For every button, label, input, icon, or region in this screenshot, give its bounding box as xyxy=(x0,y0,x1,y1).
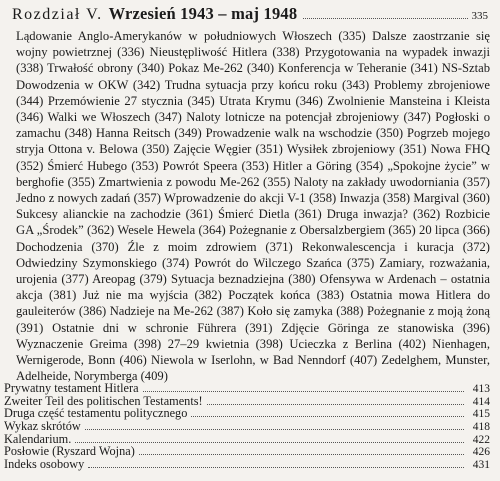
chapter-section xyxy=(12,4,488,384)
chapter-synopsis: Lądowanie Anglo-Amerykanów w południowych Włoszech (335) Dalsze zaostrzanie się wojny powietrznej (336) Nieustępliwość Hitlera (338) Przygotowania na wypadek inwazji (338) Trwałość obrony (340) Pokaz Me-262 (340) Konferencja w Teheranie (341) NS-Sztab Dowodzenia w OKW (342) Trudna sytuacja przy końcu roku (343) Problemy zbrojeniowe (344) Przemówienie 27 stycznia (345) Utrata Krymu (346) Zwolnienie Mansteina i Kleista (346) Walki we Włoszech (347) Naloty lotnicze na potencjał zbrojeniowy (347) Pogłoski o zamachu (348) Hanna Reitsch (349) Prowadzenie walk na wschodzie (350) Pogrzeb mojego stryja Ottona v. Belowa (350) Zajęcie Węgier (351) Wysiłek zbrojeniowy (351) Nowa FHQ (352) Śmierć Hubego (353) Powrót Speera (353) Hitler a Göring (354) „Spokojne życie” w berghofie (355) Zmartwienia z powodu Me-262 (355) Naloty na zakłady uwodorniania (357) Jedno z nowych zadań (357) Wprowadzenie do akcji V-1 (358) Inwazja (358) Margival (360) Sukcesy alianckie na zachodzie (361) Śmierć Dietla (361) Druga inwazja? (362) Rozbicie GA „Środek” (362) Wesele Hewela (364) Pożegnanie z Obersalzbergiem (365) 20 lipca (366) Dochodzenia (370) Źle z moim zdrowiem (371) Rekonwalescencja i kuracja (372) Odwiedziny Szymonskiego (374) Powrót do Wilczego Szańca (375) Zamiary, rozważania, urojenia (377) Areopag (379) Sytuacja beznadziejna (380) Ofensywa w Ardenach – ostatnia akcja (381) Już nie ma wyjścia (382) Początek końca (383) Ostatnia mowa Hitlera do gauleiterów (386) Nadzieje na Me-262 (387) Koło się zamyka (388) Pożegnanie z moją żoną (391) Ostatnie dni w schronie Führera (391) Zdjęcie Göringa ze stanowiska (396) Wyznaczenie Greima (398) 27–29 kwietnia (398) Ucieczka z Berlina (402) Nienhagen, Wernigerode, Bonn (406) Niewola w Iserlohn, w Bad Nenndorf (407) Zedelghem, Munster, Adelheide, Norymberga (409) xyxy=(16,29,490,384)
toc-entry-title: Wykaz skrótów xyxy=(4,419,81,434)
toc-entry xyxy=(4,458,490,471)
toc-entry-page: 414 xyxy=(472,395,490,408)
dot-leader xyxy=(191,416,464,417)
toc-entry xyxy=(4,420,490,433)
toc-entry-title: Posłowie (Ryszard Wojna) xyxy=(4,444,135,459)
toc-entry-page: 431 xyxy=(472,459,490,472)
toc-entry-page: 426 xyxy=(472,446,490,459)
dot-leader xyxy=(75,442,464,443)
toc-entry-page: 413 xyxy=(472,383,490,395)
toc-entry-page: 415 xyxy=(472,408,490,421)
toc-list xyxy=(4,382,490,471)
chapter-page-number: 335 xyxy=(471,10,488,22)
chapter-title: Wrzesień 1943 – maj 1948 xyxy=(108,4,298,23)
toc-entry-title: Prywatny testament Hitlera xyxy=(4,381,139,395)
chapter-label: Rozdział V. xyxy=(12,6,103,23)
dot-leader xyxy=(139,454,464,455)
toc-entry-title: Druga część testamentu politycznego xyxy=(4,406,188,421)
toc-entry-title: Zweiter Teil des politischen Testaments! xyxy=(4,393,203,408)
dot-leader xyxy=(85,429,464,430)
toc-entry-page: 422 xyxy=(472,433,490,446)
dot-leader xyxy=(143,391,464,392)
toc-entry xyxy=(4,382,490,395)
chapter-heading xyxy=(12,4,488,26)
dot-leader xyxy=(88,467,464,468)
toc-entry-page: 418 xyxy=(472,421,490,434)
toc-entry-title: Kalendarium. xyxy=(4,431,72,446)
dot-leader xyxy=(207,404,464,405)
toc-entry-title: Indeks osobowy xyxy=(4,457,85,472)
dot-leader xyxy=(303,18,467,19)
